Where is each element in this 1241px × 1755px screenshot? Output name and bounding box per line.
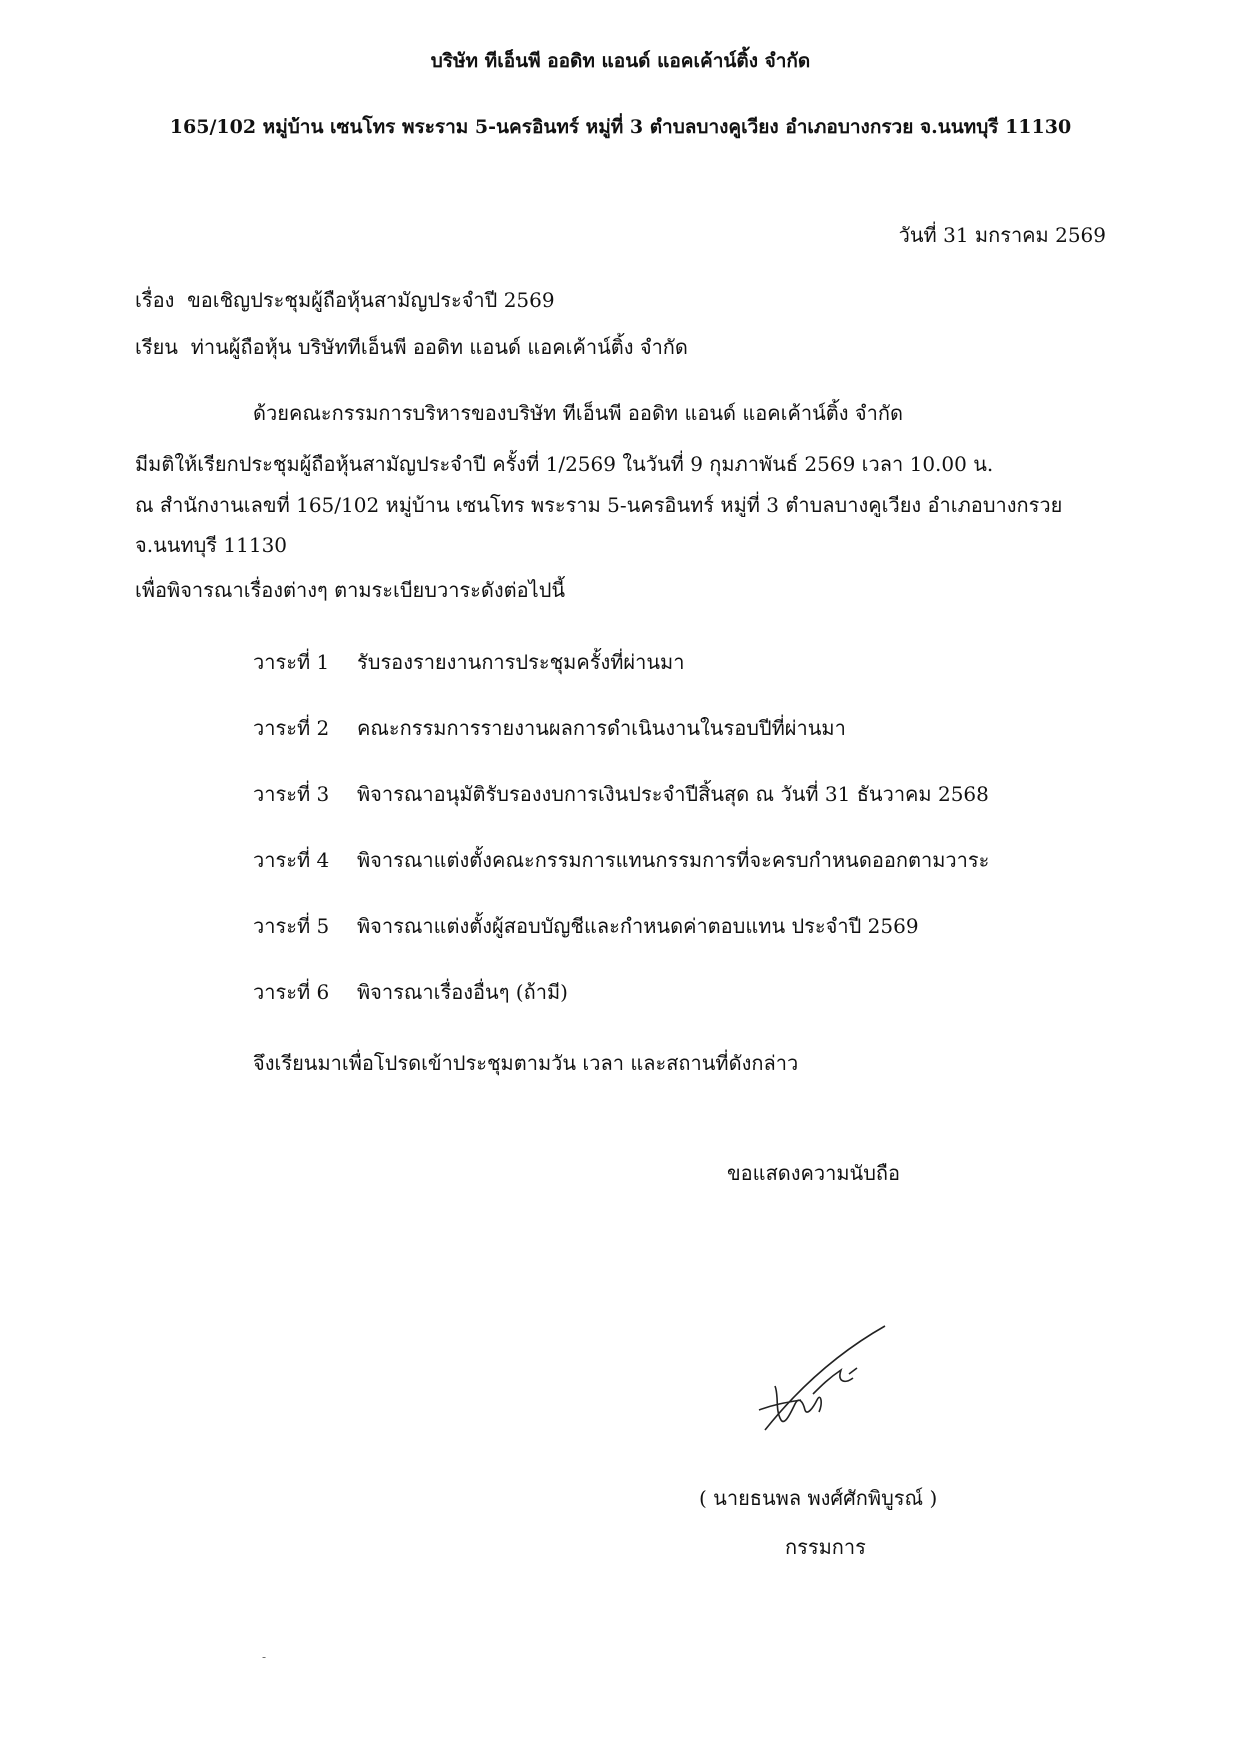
agenda-text: พิจารณาเรื่องอื่นๆ (ถ้ามี) [357, 980, 568, 1004]
agenda-text: พิจารณาแต่งตั้งผู้สอบบัญชีและกำหนดค่าตอบแทน ประจำปี 2569 [357, 914, 919, 938]
company-address: 165/102 หมู่บ้าน เซนโทร พระราม 5-นครอินทร์ หมู่ที่ 3 ตำบลบางคูเวียง อำเภอบางกรวย จ.นนทบุรี 11130 [169, 116, 1072, 138]
closing-line: จึงเรียนมาเพื่อโปรดเข้าประชุมตามวัน เวลา และสถานที่ดังกล่าว [253, 1051, 799, 1075]
agenda-item-1 [253, 647, 1153, 679]
recipient-line [135, 332, 688, 362]
body-line-1: ด้วยคณะกรรมการบริหารของบริษัท ทีเอ็นพี ออดิท แอนด์ แอคเค้าน์ติ้ง จำกัด [253, 401, 903, 425]
agenda-item-6 [253, 977, 1153, 1009]
agenda-number: วาระที่ 4 [253, 848, 330, 872]
recipient-label: เรียน [135, 335, 178, 359]
agenda-text: พิจารณาแต่งตั้งคณะกรรมการแทนกรรมการที่จะครบกำหนดออกตามวาระ [357, 848, 990, 872]
agenda-text: พิจารณาอนุมัติรับรองงบการเงินประจำปีสิ้นสุด ณ วันที่ 31 ธันวาคม 2568 [357, 782, 989, 806]
letter-date: วันที่ 31 มกราคม 2569 [898, 223, 1106, 247]
body-line-5: เพื่อพิจารณาเรื่องต่างๆ ตามระเบียบวาระดังต่อไปนี้ [135, 578, 566, 602]
agenda-item-5 [253, 911, 1153, 943]
subject-text: ขอเชิญประชุมผู้ถือหุ้นสามัญประจำปี 2569 [187, 288, 555, 312]
agenda-number: วาระที่ 2 [253, 716, 330, 740]
body-line-4: จ.นนทบุรี 11130 [135, 533, 288, 557]
agenda-number: วาระที่ 1 [253, 650, 330, 674]
body-line-2: มีมติให้เรียกประชุมผู้ถือหุ้นสามัญประจำปี ครั้งที่ 1/2569 ในวันที่ 9 กุมภาพันธ์ 2569 เวลา 10.00 น. [135, 452, 994, 476]
signer-name: ( นายธนพล พงศ์ศักพิบูรณ์ ) [699, 1486, 938, 1510]
recipient-text: ท่านผู้ถือหุ้น บริษัททีเอ็นพี ออดิท แอนด์ แอคเค้าน์ติ้ง จำกัด [190, 335, 688, 359]
signature-image [745, 1320, 895, 1440]
agenda-text: คณะกรรมการรายงานผลการดำเนินงานในรอบปีที่ผ่านมา [357, 716, 846, 740]
footer-mark: - [262, 1650, 267, 1664]
agenda-text: รับรองรายงานการประชุมครั้งที่ผ่านมา [357, 650, 685, 674]
regards-text: ขอแสดงความนับถือ [727, 1161, 901, 1185]
agenda-number: วาระที่ 6 [253, 980, 330, 1004]
agenda-item-2 [253, 713, 1153, 745]
subject-line [135, 285, 555, 315]
company-name: บริษัท ทีเอ็นพี ออดิท แอนด์ แอคเค้าน์ติ้ง จำกัด [430, 50, 811, 72]
agenda-number: วาระที่ 3 [253, 782, 330, 806]
body-line-3: ณ สำนักงานเลขที่ 165/102 หมู่บ้าน เซนโทร พระราม 5-นครอินทร์ หมู่ที่ 3 ตำบลบางคูเวียง อำเภอบางกรวย [135, 493, 1063, 517]
signer-title: กรรมการ [785, 1535, 866, 1559]
subject-label: เรื่อง [135, 288, 175, 312]
agenda-item-4 [253, 845, 1153, 877]
agenda-number: วาระที่ 5 [253, 914, 330, 938]
agenda-item-3 [253, 779, 1153, 811]
